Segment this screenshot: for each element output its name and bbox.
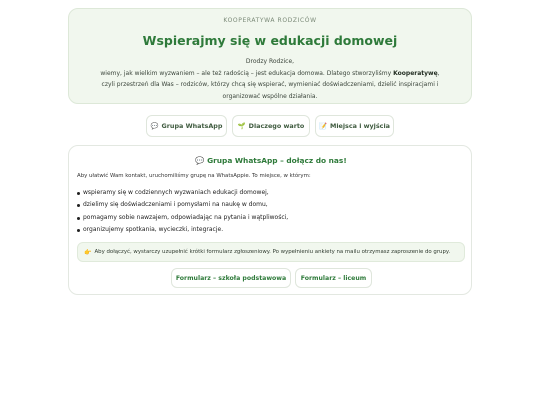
join-note bbox=[77, 242, 465, 262]
whatsapp-card bbox=[68, 145, 472, 295]
speech-bubble-icon: 💬 bbox=[195, 156, 205, 165]
join-note-text: Aby dołączyć, wystarczy uzupełnić krótki formularz zgłoszeniowy. Po wypełnieniu ankiety na mailu otrzymasz zaproszenie do grupy. bbox=[94, 249, 451, 255]
tab-whatsapp-label: Grupa WhatsApp bbox=[161, 122, 223, 130]
tab-places[interactable] bbox=[315, 115, 394, 137]
hero-kicker: KOOPERATYWA RODZICÓW bbox=[223, 17, 317, 24]
hero-highlight: Kooperatywę bbox=[393, 69, 438, 77]
seedling-icon: 🌱 bbox=[237, 122, 246, 130]
hero-line-2: czyli przestrzeń dla Was – rodziców, którzy chcą się wspierać, wymieniać doświadczeniami, dzielić inspiracjami i bbox=[101, 81, 439, 88]
benefits-list bbox=[77, 187, 288, 236]
card-intro: Aby ułatwić Wam kontakt, uruchomiliśmy grupę na WhatsAppie. To miejsce, w którym: bbox=[77, 173, 311, 179]
hero-greeting: Drodzy Rodzice, bbox=[245, 58, 295, 65]
card-title-text: Grupa WhatsApp – dołącz do nas! bbox=[207, 156, 347, 165]
hero-line-1-end: , bbox=[437, 69, 440, 77]
tab-why[interactable] bbox=[232, 115, 310, 137]
list-item: organizujemy spotkania, wycieczki, integracje. bbox=[77, 224, 288, 236]
hero-line-3: organizować wspólne działania. bbox=[222, 92, 318, 100]
tab-whatsapp[interactable] bbox=[146, 115, 227, 137]
hero-title: Wspierajmy się w edukacji domowej bbox=[142, 33, 398, 48]
list-item: wspieramy się w codziennych wyzwaniach edukacji domowej, bbox=[77, 187, 288, 199]
speech-bubble-icon: 💬 bbox=[150, 122, 159, 130]
form-primary-school-button[interactable]: Formularz – szkoła podstawowa bbox=[171, 268, 291, 288]
pointing-hand-icon: 👉 bbox=[84, 248, 92, 256]
hero-line-1 bbox=[69, 68, 471, 80]
card-title bbox=[69, 156, 473, 165]
form-high-school-button[interactable]: Formularz – liceum bbox=[295, 268, 372, 288]
hero-section bbox=[68, 8, 472, 104]
memo-icon: 📝 bbox=[319, 122, 327, 130]
hero-intro bbox=[69, 56, 471, 102]
section-tabs bbox=[0, 115, 540, 137]
tab-why-label: Dlaczego warto bbox=[248, 122, 305, 130]
tab-places-label: Miejsca i wyjścia bbox=[329, 122, 390, 130]
list-item: pomagamy sobie nawzajem, odpowiadając na pytania i wątpliwości, bbox=[77, 212, 288, 224]
hero-line-1-text: wiemy, jak wielkim wyzwaniem – ale też radością – jest edukacja domowa. Dlatego stworzyliśmy bbox=[100, 69, 394, 77]
list-item: dzielimy się doświadczeniami i pomysłami na naukę w domu, bbox=[77, 199, 288, 211]
